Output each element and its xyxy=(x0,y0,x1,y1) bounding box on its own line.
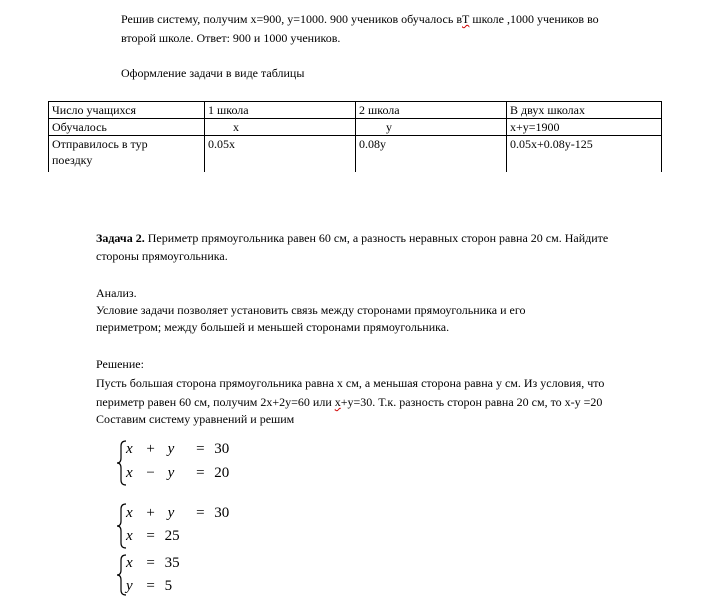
spellcheck-word: x xyxy=(334,395,341,409)
table-caption: Оформление задачи в виде таблицы xyxy=(121,66,305,80)
intro-line-2: второй школе. Ответ: 900 и 1000 учеников. xyxy=(121,31,341,45)
value: 35 xyxy=(164,555,180,571)
analysis-line-2: периметром; между большей и меньшей сторонами прямоугольника. xyxy=(96,320,450,334)
operator: − xyxy=(146,465,155,481)
table-cell: Обучалось xyxy=(49,119,205,136)
var-y: y xyxy=(126,578,133,594)
solution-line-2-tail: +y=30. Т.к. разность сторон равна 20 см, то x-y =20 xyxy=(340,395,603,409)
equation-row xyxy=(126,441,229,458)
table-cell: x+y=1900 xyxy=(507,119,662,136)
var-x: x xyxy=(126,441,133,457)
var-y: y xyxy=(167,441,175,457)
table-cell: Отправилось в тур поездку xyxy=(49,136,205,172)
task2-line-2: стороны прямоугольника. xyxy=(96,249,228,263)
equation-row xyxy=(126,505,229,522)
intro-line-1 xyxy=(121,10,599,28)
value: 20 xyxy=(214,465,230,481)
var-x: x xyxy=(126,528,133,544)
var-y: y xyxy=(167,465,175,481)
equation-row xyxy=(126,465,229,482)
table-cell: 0.08y xyxy=(356,136,507,172)
var-x: x xyxy=(126,555,133,571)
table-header-cell: 1 школа xyxy=(205,102,356,119)
table-header-row xyxy=(49,102,662,119)
operator: + xyxy=(146,505,155,521)
intro-line-1-tail: школе ,1000 учеников во xyxy=(469,12,599,26)
task2-title: Задача 2. xyxy=(96,231,145,245)
analysis-label: Анализ. xyxy=(96,286,137,300)
table-cell: x xyxy=(205,119,356,136)
task2-line-1 xyxy=(96,229,608,247)
data-table xyxy=(48,101,662,172)
table-cell: y xyxy=(356,119,507,136)
table-row xyxy=(49,119,662,136)
equals-sign: = xyxy=(146,578,155,594)
equals-sign: = xyxy=(196,441,205,457)
spellcheck-word: Т xyxy=(462,12,470,26)
solution-line-2 xyxy=(96,393,602,411)
operator: + xyxy=(146,441,155,457)
value: 30 xyxy=(214,505,230,521)
var-x: x xyxy=(126,505,133,521)
table-cell: 0.05x xyxy=(205,136,356,172)
table-cell: 0.05x+0.08y-125 xyxy=(507,136,662,172)
solution-line-3: Составим систему уравнений и решим xyxy=(96,412,295,426)
solution-line-2-text: периметр равен 60 см, получим 2x+2y=60 или xyxy=(96,395,335,409)
value: 5 xyxy=(164,578,173,594)
equals-sign: = xyxy=(146,528,155,544)
equals-sign: = xyxy=(196,505,205,521)
intro-line-1-text: Решив систему, получим x=900, y=1000. 900 учеников обучалось в xyxy=(121,12,463,26)
table-header-cell: 2 школа xyxy=(356,102,507,119)
table-row xyxy=(49,136,662,172)
equals-sign: = xyxy=(196,465,205,481)
var-x: x xyxy=(126,465,133,481)
analysis-line-1: Условие задачи позволяет установить связь между сторонами прямоугольника и его xyxy=(96,303,526,317)
equals-sign: = xyxy=(146,555,155,571)
solution-line-1: Пусть большая сторона прямоугольника равна x см, а меньшая сторона равна у см. Из условия, что xyxy=(96,376,605,390)
equation-row xyxy=(126,578,172,595)
value: 30 xyxy=(214,441,230,457)
task2-text: Периметр прямоугольника равен 60 см, а разность неравных сторон равна 20 см. Найдите xyxy=(144,231,609,245)
table-header-cell: Число учащихся xyxy=(49,102,205,119)
table-header-cell: В двух школах xyxy=(507,102,662,119)
solution-label: Решение: xyxy=(96,357,144,371)
var-y: y xyxy=(167,505,175,521)
equation-row xyxy=(126,528,180,545)
value: 25 xyxy=(164,528,180,544)
equation-row xyxy=(126,555,180,572)
